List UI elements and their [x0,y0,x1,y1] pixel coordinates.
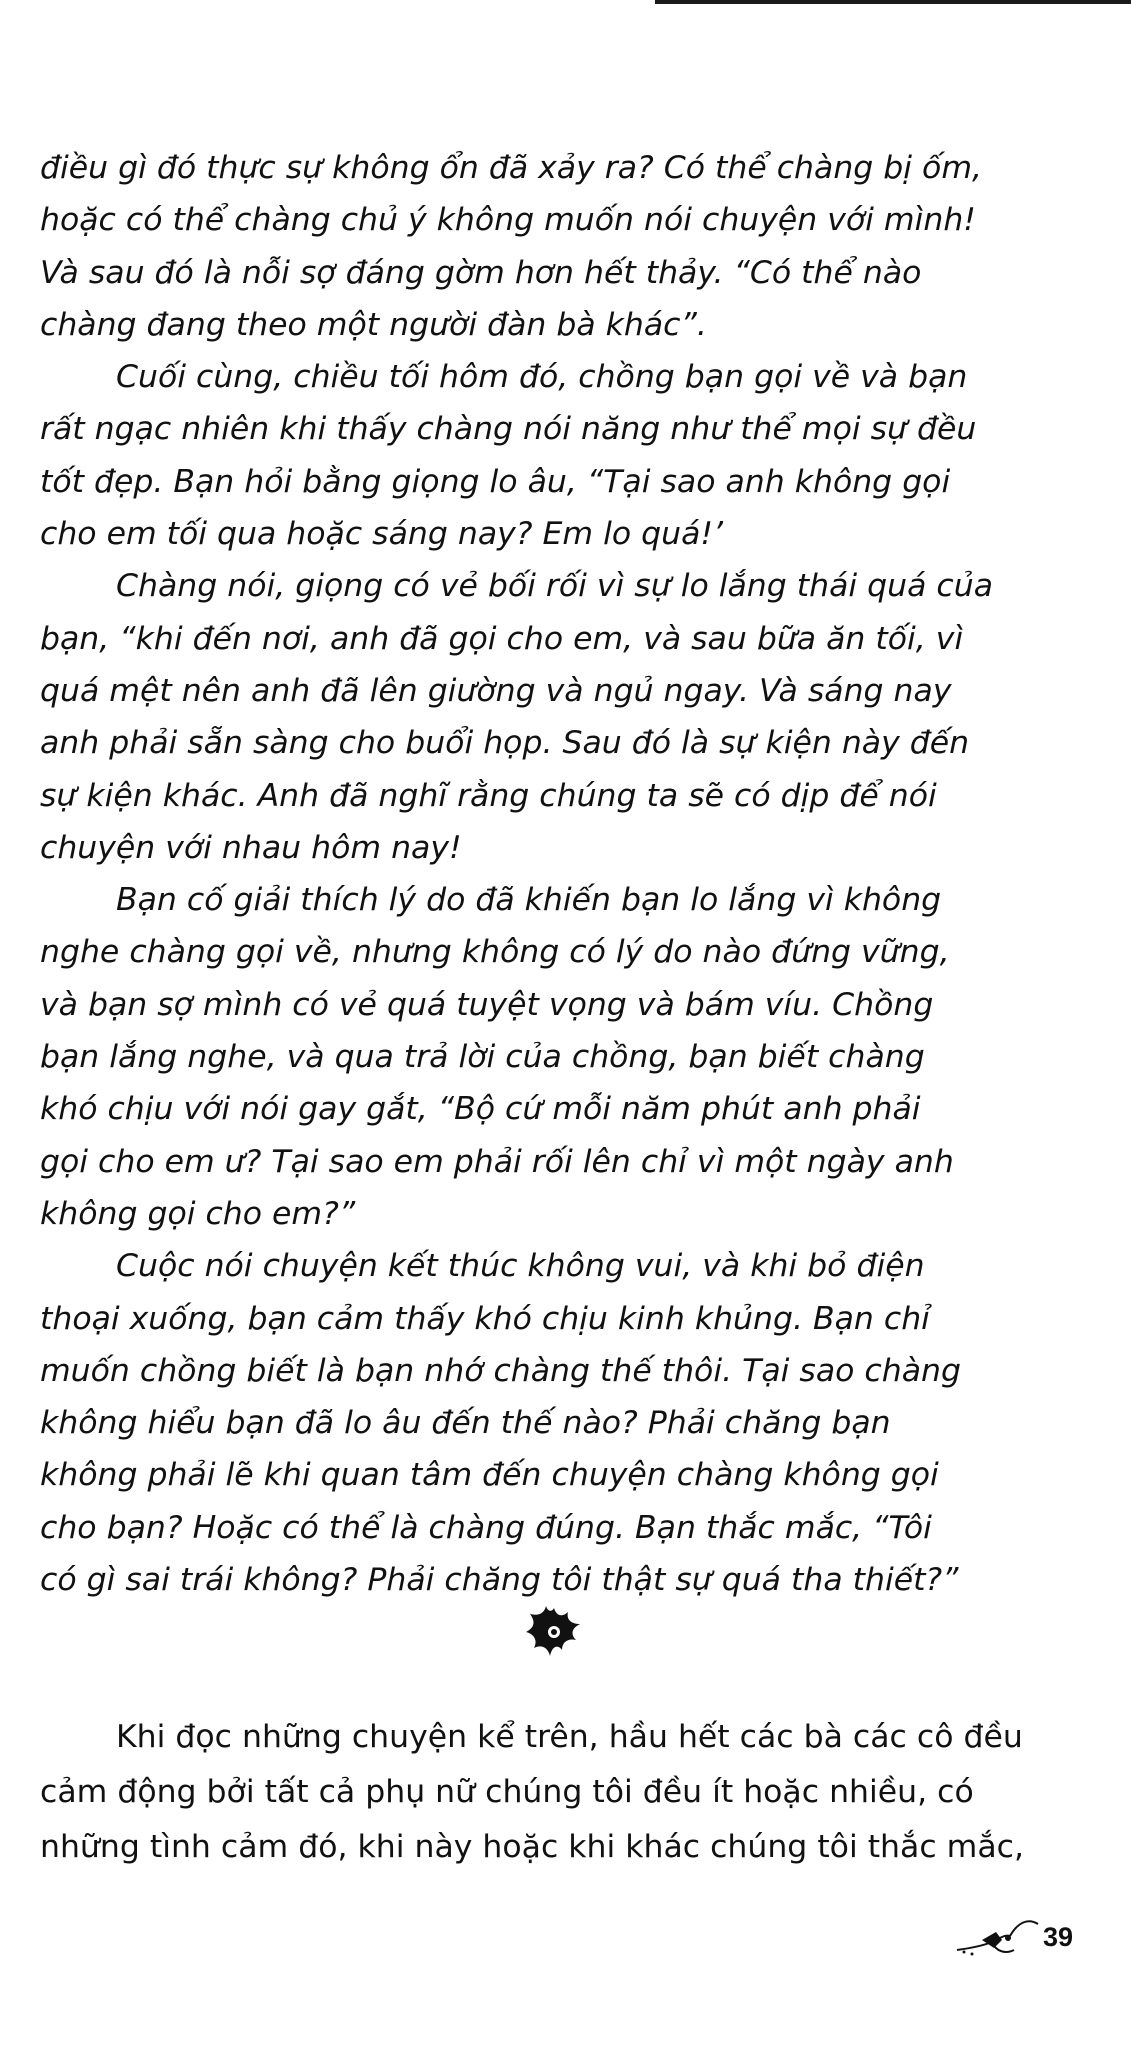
text-line: quá mệt nên anh đã lên giường và ngủ ngay. Và sáng nay [40,672,952,709]
page-number: 39 [1043,1922,1074,1952]
text-line: thoại xuống, bạn cảm thấy khó chịu kinh khủng. Bạn chỉ [40,1300,930,1337]
text-line: chàng đang theo một người đàn bà khác”. [40,306,707,343]
text-line: cảm động bởi tất cả phụ nữ chúng tôi đều ít hoặc nhiều, có [40,1774,974,1810]
text-line: muốn chồng biết là bạn nhớ chàng thế thôi. Tại sao chàng [40,1352,961,1389]
text-line: Bạn cố giải thích lý do đã khiến bạn lo lắng vì không [116,882,942,919]
text-line: hoặc có thể chàng chủ ý không muốn nói chuyện với mình! [40,202,976,239]
text-line: Cuộc nói chuyện kết thúc không vui, và khi bỏ điện [116,1248,925,1285]
text-line: gọi cho em ư? Tại sao em phải rối lên chỉ vì một ngày anh [40,1143,954,1180]
text-line: điều gì đó thực sự không ổn đã xảy ra? Có thể chàng bị ốm, [40,150,983,186]
text-line: sự kiện khác. Anh đã nghĩ rằng chúng ta sẽ có dịp để nói [40,777,937,814]
text-line: Khi đọc những chuyện kể trên, hầu hết các bà các cô đều [116,1719,1023,1755]
text-line: và bạn sợ mình có vẻ quá tuyệt vọng và bám víu. Chồng [40,986,934,1023]
text-line: cho bạn? Hoặc có thể là chàng đúng. Bạn thắc mắc, “Tôi [40,1509,932,1546]
bird-flourish-icon [952,1912,1042,1962]
text-line: cho em tối qua hoặc sáng nay? Em lo quá!’ [40,516,724,553]
text-line: rất ngạc nhiên khi thấy chàng nói năng như thể mọi sự đều [40,411,977,448]
text-line: nghe chàng gọi về, nhưng không có lý do nào đứng vững, [40,934,950,971]
text-line: Chàng nói, giọng có vẻ bối rối vì sự lo lắng thái quá của [116,568,994,605]
flourish-ornament-icon [524,1604,584,1660]
italic-narrative [40,142,1070,1606]
text-line: bạn, “khi đến nơi, anh đã gọi cho em, và sau bữa ăn tối, vì [40,620,964,657]
text-line: không hiểu bạn đã lo âu đến thế nào? Phải chăng bạn [40,1405,891,1442]
text-line: anh phải sẵn sàng cho buổi họp. Sau đó là sự kiện này đến [40,725,970,762]
text-line: Và sau đó là nỗi sợ đáng gờm hơn hết thảy. “Có thể nào [40,254,922,291]
text-line: chuyện với nhau hôm nay! [40,829,462,866]
text-line: bạn lắng nghe, và qua trả lời của chồng, bạn biết chàng [40,1039,925,1076]
roman-narrative [40,1710,1070,1875]
text-line: Cuối cùng, chiều tối hôm đó, chồng bạn gọi về và bạn [116,359,968,396]
text-line: có gì sai trái không? Phải chăng tôi thật sự quá tha thiết?” [40,1562,959,1599]
text-line: khó chịu với nói gay gắt, “Bộ cứ mỗi năm phút anh phải [40,1091,921,1128]
top-rule [655,0,1131,4]
text-line: không phải lẽ khi quan tâm đến chuyện chàng không gọi [40,1457,939,1494]
text-line: tốt đẹp. Bạn hỏi bằng giọng lo âu, “Tại sao anh không gọi [40,463,951,500]
text-line: không gọi cho em?” [40,1195,356,1232]
text-line: những tình cảm đó, khi này hoặc khi khác chúng tôi thắc mắc, [40,1829,1024,1865]
